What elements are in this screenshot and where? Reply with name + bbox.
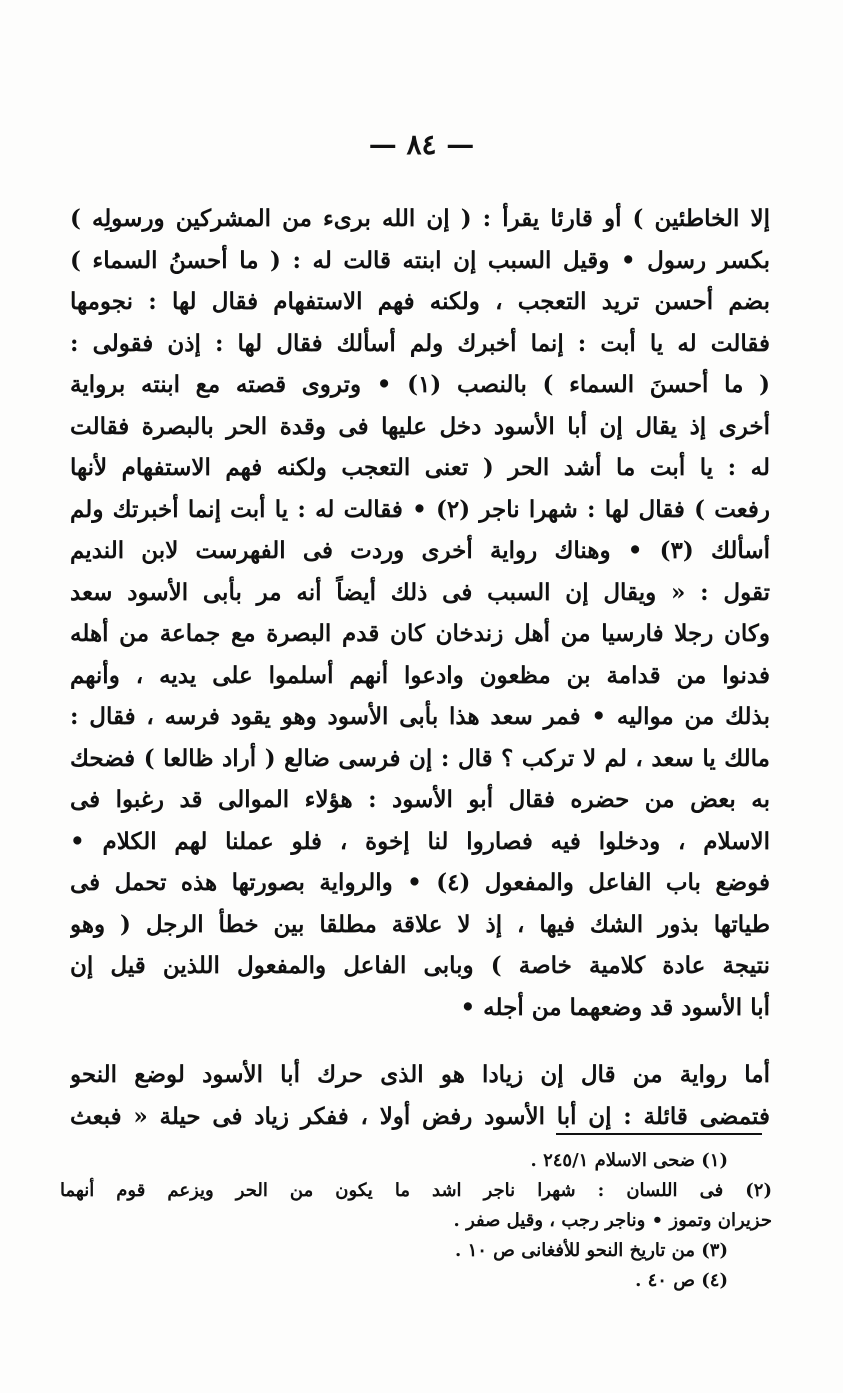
- text-line: وكان رجلا فارسيا من أهل زندخان كان قدم البصرة مع جماعة من أهله: [70, 620, 770, 647]
- text-line: إلا الخاطئين ) أو قارئا يقرأ : ( إن الله برىء من المشركين ورسولِه ): [70, 205, 770, 232]
- footnote-separator: [556, 1133, 762, 1135]
- text-line: ( ما أحسنَ السماء ) بالنصب (١) • وتروى قصته مع ابنته برواية: [70, 371, 770, 398]
- text-line: طياتها بذور الشك فيها ، إذ لا علاقة مطلقا بين خطأ الرجل ( وهو: [70, 910, 770, 938]
- page-number: — ٨٤ —: [368, 128, 475, 161]
- text-line: فوضع باب الفاعل والمفعول (٤) • والرواية بصورتها هذه تحمل فى: [70, 869, 770, 896]
- footnote: (١) ضحى الاسلام ٢٤٥/١ .: [530, 1150, 728, 1171]
- text-line: تقول : « ويقال إن السبب فى ذلك أيضاً أنه مر بأبى الأسود سعد: [70, 578, 770, 606]
- text-line: له : يا أبت ما أشد الحر ( تعنى التعجب ولكنه فهم الاستفهام لأنها: [70, 454, 770, 481]
- text-line: بضم أحسن تريد التعجب ، ولكنه فهم الاستفهام فقال لها : نجومها: [70, 288, 770, 315]
- footnote: (٣) من تاريخ النحو للأفغانى ص ١٠ .: [455, 1240, 728, 1261]
- footnote: (٤) ص ٤٠ .: [635, 1270, 728, 1291]
- footnote-continuation: حزيران وتموز • وناجر رجب ، وقيل صفر .: [453, 1210, 772, 1231]
- main-text: [70, 198, 770, 1137]
- text-line: أخرى إذ يقال إن أبا الأسود دخل عليها فى وقدة الحر بالبصرة فقالت: [70, 412, 770, 440]
- text-line: رفعت ) فقال لها : شهرا ناجر (٢) • فقالت له : يا أبت إنما أخبرتك ولم: [70, 495, 770, 523]
- text-line: فقالت له يا أبت : إنما أخبرك ولم أسألك فقال لها : إذن فقولى :: [70, 329, 770, 357]
- text-line: فتمضى قائلة : إن أبا الأسود رفض أولا ، ففكر زياد فى حيلة « فبعث: [70, 1102, 770, 1130]
- text-line: أسألك (٣) • وهناك رواية أخرى وردت فى الفهرست لابن النديم: [70, 537, 770, 564]
- text-line: الاسلام ، ودخلوا فيه فصاروا لنا إخوة ، فلو عملنا لهم الكلام •: [70, 827, 770, 855]
- footnote: (٢) فى اللسان : شهرا ناجر اشد ما يكون من الحر ويزعم قوم أنهما: [60, 1180, 772, 1201]
- text-line: بكسر رسول • وقيل السبب إن ابنته قالت له : ( ما أحسنُ السماء ): [70, 246, 770, 274]
- text-line: نتيجة عادة كلامية خاصة ) وبابى الفاعل والمفعول اللذين قيل إن: [70, 952, 770, 979]
- text-line: مالك يا سعد ، لم لا تركب ؟ قال : إن فرسى ضالع ( أراد ظالعا ) فضحك: [70, 744, 770, 772]
- text-line: أبا الأسود قد وضعهما من أجله •: [460, 993, 770, 1021]
- text-line: بذلك من مواليه • فمر سعد هذا بأبى الأسود وهو يقود فرسه ، فقال :: [70, 703, 770, 730]
- text-line: فدنوا من قدامة بن مظعون وادعوا أنهم أسلموا على يديه ، وأنهم: [70, 661, 770, 689]
- text-line: به بعض من حضره فقال أبو الأسود : هؤلاء الموالى قد رغبوا فى: [70, 786, 770, 813]
- text-line: أما رواية من قال إن زيادا هو الذى حرك أبا الأسود لوضع النحو: [70, 1061, 770, 1088]
- footnotes: [60, 1146, 772, 1296]
- paragraph-break: [70, 1028, 770, 1054]
